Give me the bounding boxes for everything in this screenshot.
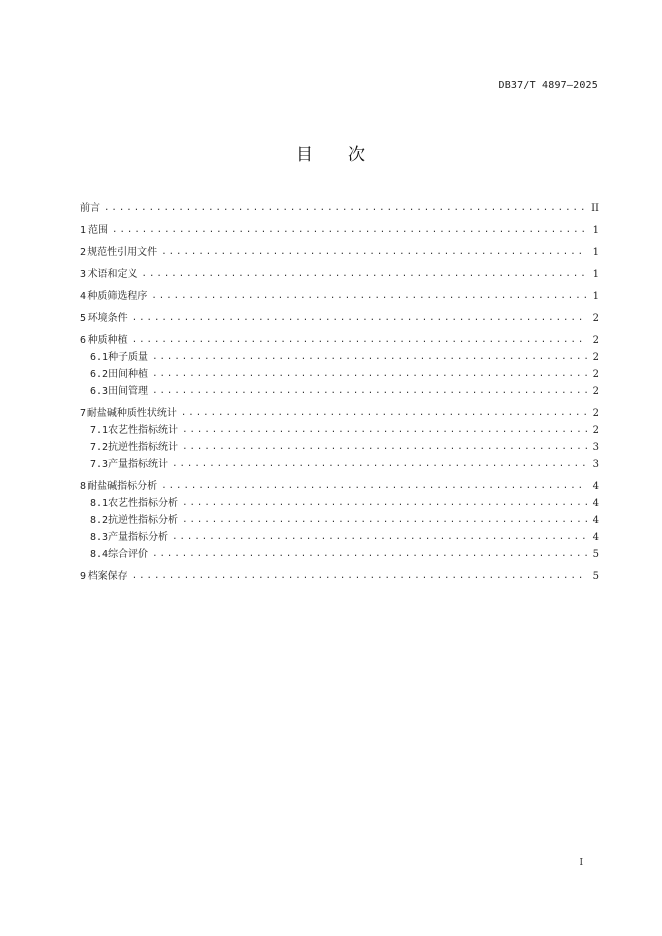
toc-entry-page: 2 <box>592 425 599 436</box>
toc-entry-label: 抗逆性指标分析 <box>108 515 179 526</box>
toc-entry-page: 4 <box>592 515 599 526</box>
toc-entry-label: 种质种植 <box>87 335 128 346</box>
toc-leader-dots <box>132 568 587 585</box>
toc-entry-page: 5 <box>592 571 599 582</box>
toc-entry-preface[interactable] <box>80 200 599 217</box>
toc-entry-page: 2 <box>592 369 599 380</box>
toc-entry-label: 环境条件 <box>87 313 128 324</box>
toc-title <box>0 140 662 165</box>
toc-entry-page: 2 <box>592 313 599 324</box>
toc-leader-dots <box>172 529 587 546</box>
toc-entry-label: 农艺性指标统计 <box>108 425 179 436</box>
toc-leader-dots <box>142 266 587 283</box>
toc-leader-dots <box>152 546 587 563</box>
toc-entry-number: 7 <box>80 408 87 419</box>
toc-entry-label: 档案保存 <box>87 571 128 582</box>
toc-entry-label: 农艺性指标分析 <box>108 498 179 509</box>
toc-entry-5[interactable] <box>80 310 599 327</box>
toc-entry-number: 8.4 <box>90 549 109 560</box>
toc-entry-9[interactable] <box>80 568 599 585</box>
toc-entry-page: 1 <box>592 225 599 236</box>
page-number: I <box>579 858 583 868</box>
toc-entry-label: 综合评价 <box>108 549 149 560</box>
toc-entry-label: 范围 <box>88 225 109 236</box>
table-of-contents <box>80 200 599 585</box>
toc-entry-3[interactable] <box>80 266 599 283</box>
toc-entry-number: 6 <box>80 335 87 346</box>
toc-leader-dots <box>172 456 587 473</box>
toc-entry-number: 3 <box>80 269 87 280</box>
toc-leader-dots <box>152 349 587 366</box>
toc-entry-number: 2 <box>80 247 87 258</box>
toc-leader-dots <box>181 405 587 422</box>
toc-entry-number: 6.3 <box>90 386 109 397</box>
toc-entry-label: 耐盐碱种质性状统计 <box>86 408 177 419</box>
toc-leader-dots <box>182 495 587 512</box>
toc-entry-label: 种子质量 <box>108 352 149 363</box>
toc-entry-number: 8.2 <box>90 515 109 526</box>
toc-entry-page: 2 <box>592 386 599 397</box>
toc-entry-2[interactable] <box>80 244 599 261</box>
toc-entry-label: 术语和定义 <box>87 269 138 280</box>
toc-entry-number: 7.2 <box>90 442 109 453</box>
toc-entry-number: 6.1 <box>90 352 109 363</box>
toc-entry-page: 5 <box>592 549 599 560</box>
toc-entry-page: 4 <box>592 498 599 509</box>
toc-entry-page: 1 <box>592 291 599 302</box>
toc-entry-8[interactable] <box>80 478 599 495</box>
toc-leader-dots <box>152 366 587 383</box>
toc-entry-7-2[interactable] <box>80 439 599 456</box>
toc-leader-dots <box>161 478 587 495</box>
toc-entry-number: 8.1 <box>90 498 109 509</box>
toc-entry-label: 田间管理 <box>108 386 149 397</box>
toc-title-part1: 目 <box>296 145 314 165</box>
toc-entry-label: 耐盐碱指标分析 <box>87 481 158 492</box>
toc-entry-page: 3 <box>592 442 599 453</box>
toc-entry-label: 规范性引用文件 <box>87 247 158 258</box>
toc-entry-6-2[interactable] <box>80 366 599 383</box>
toc-entry-page: 2 <box>592 335 599 346</box>
toc-entry-page: 2 <box>592 408 599 419</box>
toc-entry-6-3[interactable] <box>80 383 599 400</box>
toc-entry-page: 1 <box>592 247 599 258</box>
toc-entry-page: 3 <box>592 459 599 470</box>
toc-entry-7-1[interactable] <box>80 422 599 439</box>
toc-entry-8-3[interactable] <box>80 529 599 546</box>
toc-entry-page: 4 <box>592 532 599 543</box>
toc-entry-page: 4 <box>592 481 599 492</box>
toc-entry-8-4[interactable] <box>80 546 599 563</box>
toc-leader-dots <box>182 439 587 456</box>
toc-entry-number: 9 <box>80 571 87 582</box>
toc-entry-number: 8 <box>80 481 87 492</box>
toc-entry-page: 1 <box>592 269 599 280</box>
toc-entry-label: 田间种植 <box>108 369 149 380</box>
toc-entry-label: 产量指标统计 <box>108 459 169 470</box>
toc-entry-number: 7.1 <box>90 425 109 436</box>
toc-entry-number: 1 <box>80 225 87 236</box>
toc-leader-dots <box>132 332 587 349</box>
toc-entry-6[interactable] <box>80 332 599 349</box>
toc-entry-number: 8.3 <box>90 532 109 543</box>
toc-entry-label: 种质筛选程序 <box>87 291 148 302</box>
toc-entry-number: 6.2 <box>90 369 109 380</box>
toc-leader-dots <box>112 222 587 239</box>
toc-leader-dots <box>132 310 587 327</box>
toc-entry-8-2[interactable] <box>80 512 599 529</box>
toc-entry-7[interactable] <box>80 405 599 422</box>
toc-leader-dots <box>152 383 587 400</box>
toc-leader-dots <box>182 422 587 439</box>
document-code: DB37/T 4897—2025 <box>498 80 598 91</box>
toc-entry-number: 7.3 <box>90 459 109 470</box>
toc-entry-number: 5 <box>80 313 87 324</box>
toc-entry-4[interactable] <box>80 288 599 305</box>
toc-leader-dots <box>161 244 587 261</box>
toc-entry-page: 2 <box>592 352 599 363</box>
toc-entry-6-1[interactable] <box>80 349 599 366</box>
toc-leader-dots <box>151 288 587 305</box>
toc-leader-dots <box>104 200 587 217</box>
toc-title-part2: 次 <box>348 145 366 165</box>
toc-entry-label: 前言 <box>80 203 100 214</box>
toc-entry-label: 抗逆性指标统计 <box>108 442 179 453</box>
toc-entry-number: 4 <box>80 291 87 302</box>
toc-entry-page: II <box>591 203 599 214</box>
toc-entry-label: 产量指标分析 <box>108 532 169 543</box>
toc-entry-8-1[interactable] <box>80 495 599 512</box>
toc-entry-1[interactable] <box>80 222 599 239</box>
toc-entry-7-3[interactable] <box>80 456 599 473</box>
toc-leader-dots <box>182 512 587 529</box>
